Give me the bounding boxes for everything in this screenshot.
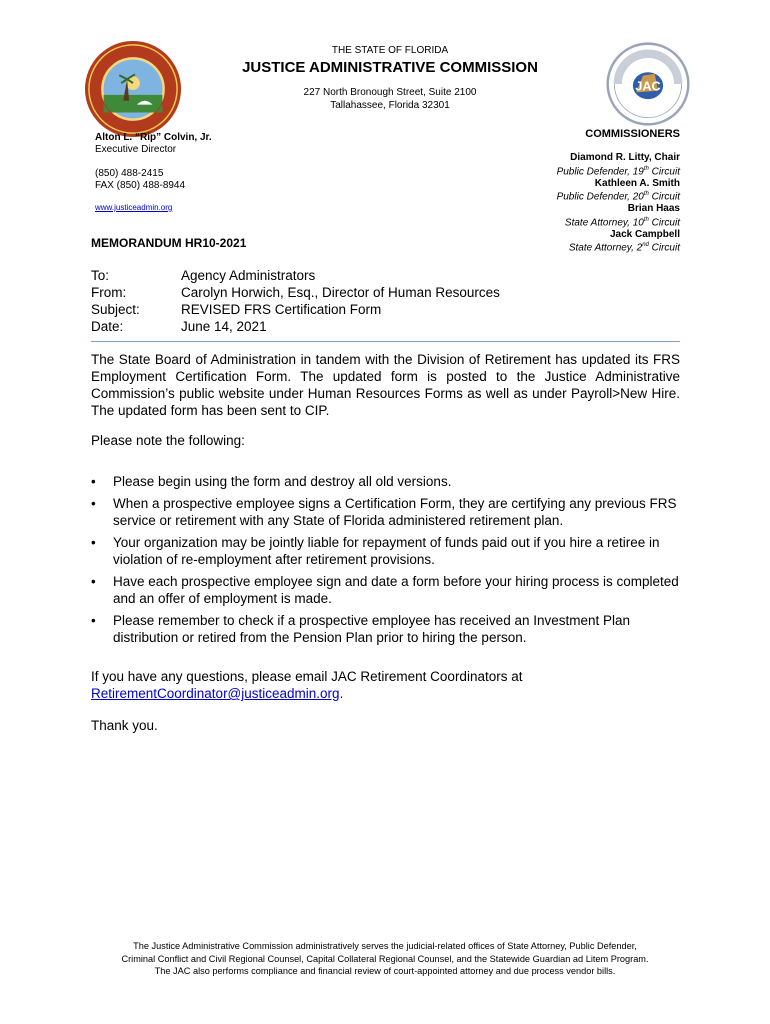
commissioner-role: Public Defender, 20th Circuit [556, 191, 680, 203]
header-divider [91, 341, 680, 342]
from-value: Carolyn Horwich, Esq., Director of Human Resources [181, 285, 500, 300]
commissioner-name: Kathleen A. Smith [594, 177, 680, 189]
body-paragraph-2: Please note the following: [91, 433, 245, 448]
subject-label: Subject: [91, 302, 140, 317]
commissioner-name: Jack Campbell [609, 228, 680, 240]
address-line-1: 227 North Bronough Street, Suite 2100 [303, 87, 477, 98]
from-label: From: [91, 285, 127, 300]
commissioners-block [440, 128, 680, 254]
memo-number: MEMORANDUM HR10-2021 [91, 236, 247, 250]
list-item: • Have each prospective employee sign and date a form before your hiring process is completed and an offer of employment is made. [91, 573, 680, 607]
list-item: • Your organization may be jointly liable for repayment of funds paid out if you hire a retiree in violation of re-employment after retirement provisions. [91, 534, 680, 568]
body-paragraph-3 [91, 668, 680, 702]
email-link[interactable]: RetirementCoordinator@justiceadmin.org [91, 686, 340, 701]
director-fax: FAX (850) 488-8944 [95, 180, 186, 191]
body-paragraph-1: The State Board of Administration in tandem with the Division of Retirement has updated its FRS Employment Certification Form. The updated form is posted to the Justice Administrative Commission’s public website under Human Resources Forms as well as under Payroll>New Hire. The updated form has been sent to CIP. [91, 352, 680, 418]
state-line: THE STATE OF FLORIDA [331, 45, 449, 56]
org-name: JUSTICE ADMINISTRATIVE COMMISSION [242, 59, 538, 76]
email-trail: . [339, 686, 344, 701]
to-value: Agency Administrators [181, 268, 316, 283]
address-line-2: Tallahassee, Florida 32301 [330, 100, 450, 111]
website-link[interactable]: www.justiceadmin.org [95, 203, 173, 212]
list-item: • Please remember to check if a prospective employee has received an Investment Plan distribution or retired from the Pension Plan prior to hiring the person. [91, 612, 680, 646]
commissioner-role: State Attorney, 2nd Circuit [568, 242, 680, 254]
list-item: • Please begin using the form and destroy all old versions. [91, 473, 680, 490]
date-value: June 14, 2021 [181, 319, 267, 334]
commissioner-role: State Attorney, 10th Circuit [564, 216, 680, 228]
svg-text:JAC: JAC [635, 79, 661, 94]
florida-state-seal-icon [84, 40, 182, 138]
director-name: Alton L. “Rip” Colvin, Jr. [95, 132, 212, 143]
subject-value: REVISED FRS Certification Form [181, 302, 382, 317]
date-label: Date: [91, 319, 124, 334]
closing: Thank you. [91, 718, 158, 733]
footer-line-1: The Justice Administrative Commission administratively serves the judicial-related offices of State Attorney, Public Defender, [133, 941, 637, 951]
director-phone: (850) 488-2415 [95, 168, 164, 179]
jac-seal-icon [606, 42, 690, 126]
contact-sentence: If you have any questions, please email JAC Retirement Coordinators at [91, 669, 523, 684]
commissioner-name: Brian Haas [627, 203, 680, 215]
footer-line-3: The JAC also performs compliance and financial review of court-appointed attorney and due process vendor bills. [154, 966, 616, 977]
commissioner-name: Diamond R. Litty, Chair [570, 152, 680, 163]
footer [80, 940, 690, 978]
commissioner-role: Public Defender, 19th Circuit [556, 165, 680, 177]
list-item: • When a prospective employee signs a Certification Form, they are certifying any previous FRS service or retirement with any State of Florida administered retirement plan. [91, 495, 680, 529]
to-label: To: [91, 268, 110, 283]
footer-line-2: Criminal Conflict and Civil Regional Counsel, Capital Collateral Regional Counsel, and the Statewide Guardian ad Litem Program. [121, 953, 649, 964]
commissioners-heading: COMMISSIONERS [585, 128, 680, 140]
notes-list [91, 473, 680, 651]
director-title: Executive Director [95, 144, 177, 155]
